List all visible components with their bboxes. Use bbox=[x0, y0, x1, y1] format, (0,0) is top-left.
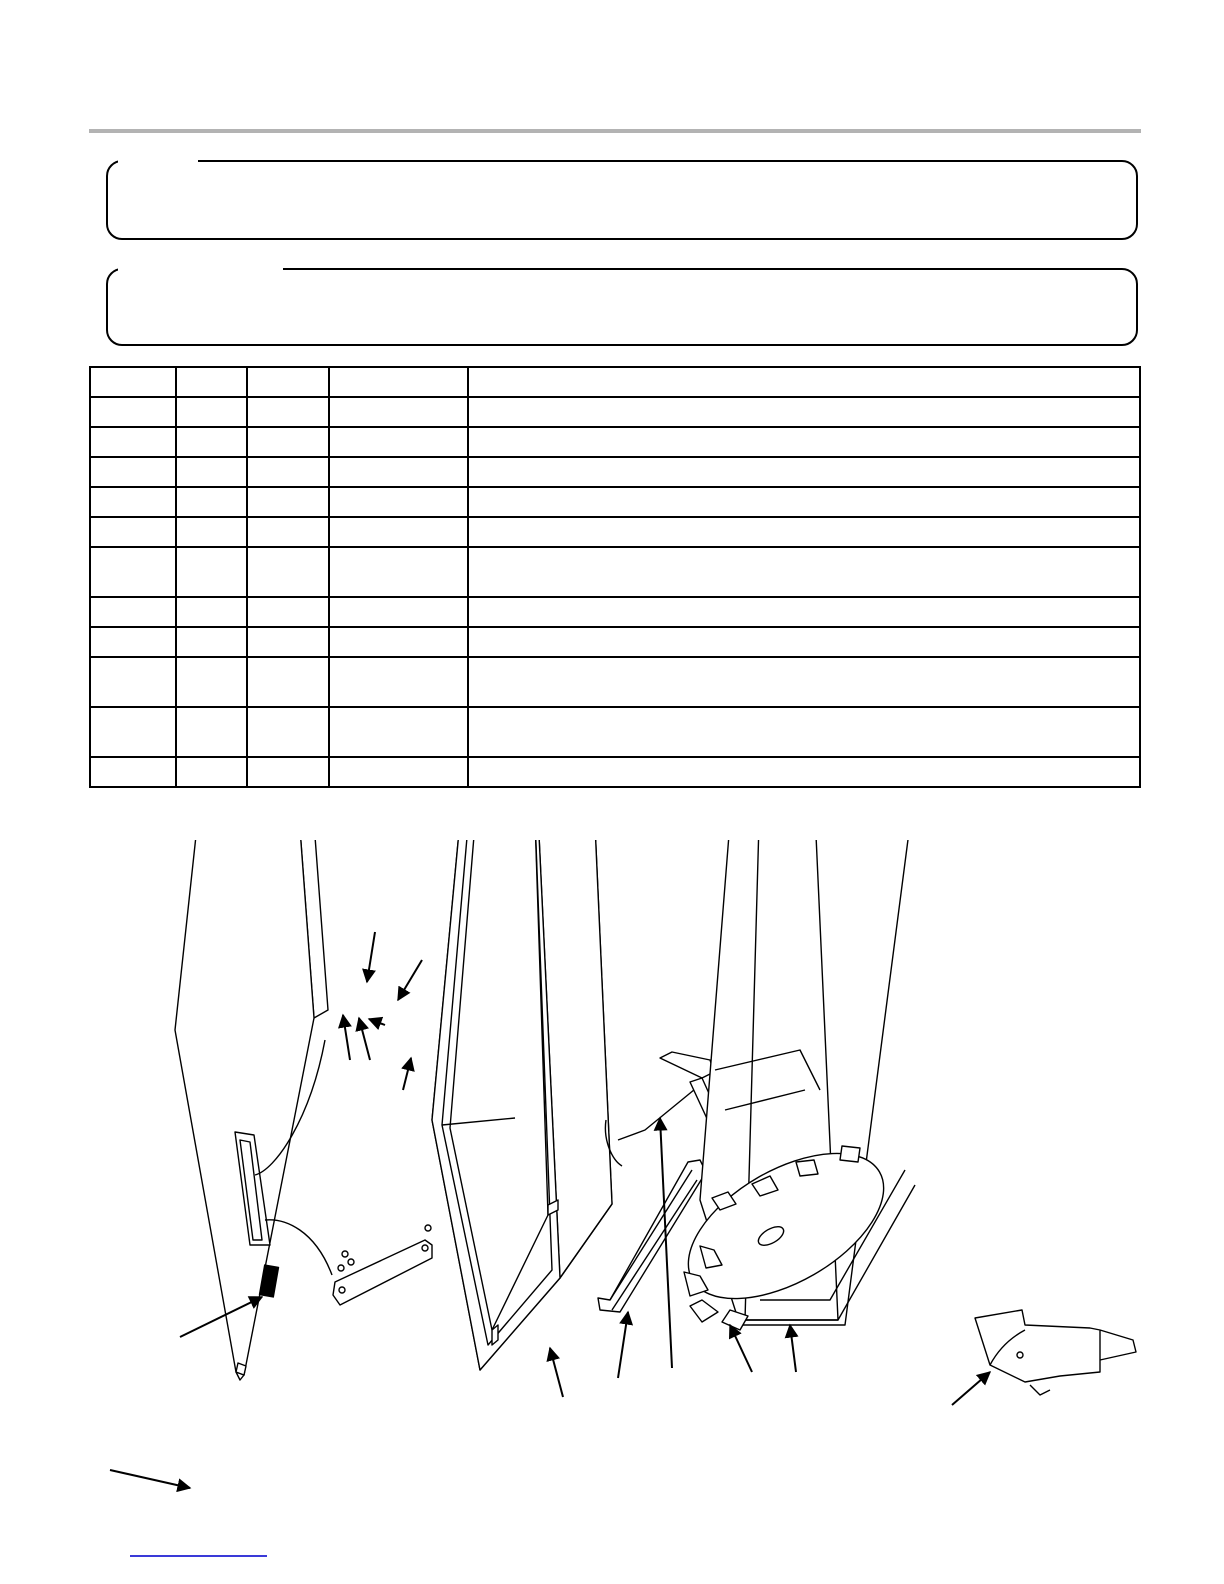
table-cell bbox=[247, 597, 329, 627]
table-cell bbox=[90, 487, 176, 517]
callout-arrow bbox=[398, 960, 422, 1000]
table-cell bbox=[468, 707, 1140, 757]
table-cell bbox=[329, 397, 468, 427]
table-cell bbox=[247, 657, 329, 707]
table-cell bbox=[90, 517, 176, 547]
header-cell bbox=[176, 367, 247, 397]
table-cell bbox=[247, 627, 329, 657]
callout-arrow bbox=[369, 1019, 385, 1025]
table-cell bbox=[468, 757, 1140, 787]
callout-arrow bbox=[952, 1372, 990, 1405]
table-cell bbox=[247, 427, 329, 457]
table-cell bbox=[90, 597, 176, 627]
table-cell bbox=[247, 707, 329, 757]
table-cell bbox=[176, 547, 247, 597]
table-cell bbox=[90, 627, 176, 657]
cover-panel bbox=[175, 840, 332, 1380]
table-cell bbox=[247, 547, 329, 597]
table-row bbox=[90, 657, 1140, 707]
note-box-2 bbox=[106, 268, 1138, 346]
note-box-1 bbox=[106, 160, 1138, 240]
table-cell bbox=[468, 457, 1140, 487]
footer-link[interactable] bbox=[130, 1555, 267, 1557]
table-cell bbox=[329, 427, 468, 457]
table-cell bbox=[247, 487, 329, 517]
table-row bbox=[90, 707, 1140, 757]
note-tab-1 bbox=[118, 159, 198, 164]
table-row bbox=[90, 487, 1140, 517]
table-cell bbox=[329, 657, 468, 707]
lower-bracket bbox=[333, 1225, 432, 1305]
flow-gate bbox=[975, 1310, 1136, 1395]
table-cell bbox=[329, 547, 468, 597]
table-cell bbox=[247, 457, 329, 487]
table-cell bbox=[176, 397, 247, 427]
header-cell bbox=[329, 367, 468, 397]
table-cell bbox=[90, 457, 176, 487]
table-cell bbox=[468, 627, 1140, 657]
header-cell bbox=[468, 367, 1140, 397]
table-cell bbox=[176, 427, 247, 457]
table-cell bbox=[329, 707, 468, 757]
table-cell bbox=[176, 487, 247, 517]
table-cell bbox=[329, 457, 468, 487]
table-cell bbox=[329, 627, 468, 657]
table-cell bbox=[90, 707, 176, 757]
callout-arrow bbox=[359, 1018, 370, 1060]
header-cell bbox=[90, 367, 176, 397]
table-cell bbox=[329, 517, 468, 547]
table-row bbox=[90, 517, 1140, 547]
header-rule bbox=[89, 129, 1141, 133]
table-cell bbox=[176, 707, 247, 757]
table-cell bbox=[90, 547, 176, 597]
exploded-parts-diagram bbox=[0, 840, 1224, 1580]
table-row bbox=[90, 397, 1140, 427]
callout-arrow bbox=[790, 1325, 796, 1372]
table-cell bbox=[468, 427, 1140, 457]
note-tab-2 bbox=[118, 267, 283, 272]
table-cell bbox=[247, 517, 329, 547]
table-cell bbox=[176, 757, 247, 787]
table-row bbox=[90, 597, 1140, 627]
table-cell bbox=[176, 657, 247, 707]
table-cell bbox=[468, 657, 1140, 707]
callout-arrow bbox=[550, 1348, 563, 1397]
header-cell bbox=[247, 367, 329, 397]
table-cell bbox=[468, 397, 1140, 427]
table-cell bbox=[176, 597, 247, 627]
table-cell bbox=[176, 517, 247, 547]
hopper-lid bbox=[432, 840, 612, 1370]
table-row bbox=[90, 627, 1140, 657]
table-cell bbox=[247, 397, 329, 427]
table-row bbox=[90, 427, 1140, 457]
table-cell bbox=[247, 757, 329, 787]
table-cell bbox=[329, 597, 468, 627]
table-cell bbox=[329, 487, 468, 517]
table-header-row bbox=[90, 367, 1140, 397]
table-row bbox=[90, 457, 1140, 487]
callout-arrow bbox=[110, 1470, 190, 1488]
table-cell bbox=[90, 657, 176, 707]
table-cell bbox=[468, 547, 1140, 597]
table-cell bbox=[329, 757, 468, 787]
callout-arrow bbox=[730, 1325, 752, 1372]
table-cell bbox=[468, 517, 1140, 547]
callout-arrow bbox=[343, 1015, 350, 1060]
table-row bbox=[90, 547, 1140, 597]
table-cell bbox=[90, 397, 176, 427]
callout-arrow bbox=[367, 932, 375, 982]
table-cell bbox=[90, 427, 176, 457]
table-cell bbox=[468, 487, 1140, 517]
parts-table bbox=[89, 366, 1141, 788]
table-cell bbox=[176, 627, 247, 657]
callout-arrow bbox=[403, 1058, 411, 1090]
table-row bbox=[90, 757, 1140, 787]
callout-arrow bbox=[618, 1312, 628, 1378]
table-cell bbox=[90, 757, 176, 787]
table-cell bbox=[176, 457, 247, 487]
table-cell bbox=[468, 597, 1140, 627]
